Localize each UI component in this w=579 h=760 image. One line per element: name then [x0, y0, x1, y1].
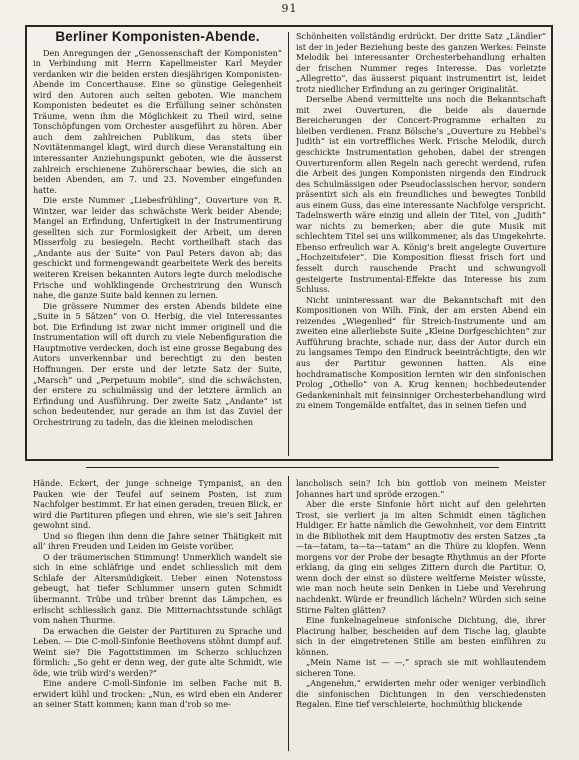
story-left-column — [33, 478, 282, 754]
page-number: 91 — [281, 2, 298, 15]
lower-top-rule — [86, 467, 499, 468]
story-paragraph: Da erwachen die Geister der Partituren zu Sprache und Leben. — Die C-moll-Sinfonie Beethovens stöhnt dumpf auf. Weint sie? Die Fagottstimmen im Scherzo schluchzen förmlich: „So geht er denn weg, der gute alte Schmidt, wie öde, wie trüb wird’s werden?“ — [33, 625, 282, 678]
article-right-column — [296, 31, 546, 458]
frame-top-rule — [25, 25, 553, 27]
story-right-column — [296, 478, 546, 754]
story-paragraph: Aber die erste Sinfonie hört nicht auf den gelehrten Trost, sie verliert ja im alten Schmidt einen täglichen Huldiger. Er hatte nämlich die Gewohnheit, vor dem Eintritt in die Bibliothek mit dem Hauptmotiv des ersten Satzes „ta—ta—tatam, ta—ta—tatam“ an die Thüre zu klopfen. Wenn morgens vor der Probe der besagte Rhythmus an der Pforte erklang, da ging ein seliges Zittern durch die Partitur. O, wenn doch der einst so düstere weltferne Meister wüsste, wie man noch heute sein Denken in Liebe und Verehrung nachdenkt. Würde er freundlich lächeln? Würden sich seine Stirne Falten glätten? — [296, 499, 546, 615]
lower-column-divider — [288, 476, 289, 751]
column-divider — [288, 32, 289, 456]
frame-left-rule — [25, 25, 27, 461]
story-paragraph: Eine andere C-moll-Sinfonie im selben Fache mit B. erwidert kühl und trocken: „Nun, es wird eben ein Anderer an seiner Statt kommen; kann man d’rob so me- — [33, 678, 282, 710]
story-paragraph: „Angenehm,“ erwiderten mehr oder weniger verbindlich die sinfonischen Dichtungen in den verschiedensten Regalen. Eine tief verschleierte, hochmüthig blickende — [296, 678, 546, 710]
article-paragraph: Nicht uninteressant war die Bekanntschaft mit den Kompositionen von Wilh. Fink, der am ersten Abend ein reizendes „Wiegenlied“ für Streich-Instrumente und am zweiten eine allerliebste Suite „Kleine Dorfgeschichten“ zur Aufführung brachte, schade nur, dass der Autor durch ein zu langsames Tempo den Eindruck beeinträchtigte, den wir aus der Partitur gewonnen hatten. Als eine hochdramatische Komposition lernten wir den sinfonischen Prolog „Othello“ von A. Krug kennen; hochbedeutender Gedankeninhalt mit feinsinniger Orchesterbehandlung wird zu einem Tongemälde entfaltet, das in seinen tiefen und — [296, 294, 546, 411]
article-title: Berliner Komponisten-Abende. — [55, 30, 260, 44]
story-paragraph: Und so fliegen ihm denn die Jahre seiner Thätigkeit mit all’ ihren Freuden und Leiden im Geiste vorüber. — [33, 530, 282, 552]
story-paragraph: Eine funkelnagelneue sinfonische Dichtung, die, ihrer Placirung halber, bescheiden auf dem Tische lag, glaubte sich in der eingetretenen Stille am besten einführen zu können. — [296, 615, 546, 657]
article-paragraph: Den Anregungen der „Genossenschaft der Komponisten“ in Verbindung mit Herrn Kapellmeister Karl Meyder verdanken wir die beiden ersten diesjährigen Komponisten-Abende im Concerthause. Eine so günstige Gelegenheit wird den Autoren auch selten geboten. Wie manchem Komponisten bedeutet es die Erfüllung seiner schönsten Träume, wenn ihm die Möglichkeit zu Theil wird, seine Tonschöpfungen vom Orchester ausgeführt zu hören. Aber auch dem zahlreichen Publikum, das stets über Novitätenmangel klagt, wird durch diese Veranstaltung ein interessanter Anziehungspunkt geboten, wie die äusserst zahlreich erschienene Zuhörerschaar bewies, die sich an beiden Abenden, am 7. und 23. November eingefunden hatte. — [33, 47, 282, 195]
article-paragraph: Die grössere Nummer des ersten Abends bildete eine „Suite in 5 Sätzen“ von O. Herbig, die viel Interessantes bot. Die Erfindung ist zwar nicht immer originell und die Instrumentation will oft durch zu viele Nebenfiguration die Hauptmotive verdecken, doch ist eine grosse Begabung des Autors unverkennbar und berechtigt zu den besten Hoffnungen. Der erste und der letzte Satz der Suite, „Marsch“ und „Perpetuum mobile“, sind die schwächsten, der erstere zu schulmässig und der letztere ärmlich an Erfindung und Ausführung. Der zweite Satz „Andante“ ist schon bedeutender, nur gerade an ihm ist das Zuviel der Orchestrirung zu tadeln, das die kleinen melodischen — [33, 300, 282, 427]
frame-right-rule — [551, 25, 553, 461]
article-paragraph: Derselbe Abend vermittelte uns noch die Bekanntschaft mit zwei Ouverturen, die beide als dauernde Bereicherungen der Concert-Programme erhalten zu bleiben verdienen. Franz Bölsche’s „Ouverture zu Hebbel’s Judith“ ist ein vortreffliches Werk. Frische Melodik, durch geschickte Instrumentation gehoben, dabei der strengen Ouverturenform allen Regeln nach gerecht werdend, rufen die Arbeit des jungen Komponisten nirgends den Eindruck des Schulmässigen oder Pseudoclassischen hervor, sondern präsentirt sich als ein freundliches und bewegtes Tonbild aus einem Guss, das eine interessante Nachfolge verspricht. Tadelnswerth wäre einzig und allein der Titel, von „Judith“ war nichts zu bemerken; aber die gute Musik mit schlechtem Titel sei uns willkommener, als das Umgekehrte. Ebenso erfreulich war A. König’s breit angelegte Ouverture „Hochzeitsfeier“. Die Komposition fliesst frisch fort und fesselt durch rauschende Pracht und schwungvoll gesteigerte Instrumental-Effekte das Interesse bis zum Schluss. — [296, 94, 546, 295]
article-left-column — [33, 30, 282, 458]
frame-bottom-rule — [25, 459, 553, 461]
story-paragraph: „Mein Name ist — —,“ sprach sie mit wohllautendem sicheren Tone. — [296, 657, 546, 678]
story-paragraph: Hände. Eckert, der junge schneige Tympanist, an den Pauken wie der Teufel auf seinem Posten, ist zum Nachfolger bestimmt. Er hat einen geraden, treuen Blick, er wird die Partituren pflegen und ehren, wie sie’s seit Jahren gewohnt sind. — [33, 478, 282, 531]
article-paragraph: Die erste Nummer „Liebesfrühling“, Ouverture von R. Wintzer, war leider das schwächste Werk beider Abende; Mangel an Erfindung, Unfertigkeit in der Instrumentirung gesellten sich zur Formlosigkeit der Arbeit, um deren Misserfolg zu besiegeln. Recht vortheilhaft stach das „Andante aus der Suite“ von Paul Peters davon ab; das geschickt und formengewandt gearbeitete Werk des bereits weiteren Kreisen bekannten Autors legte durch melodische Frische und wohlklingende Orchestrirung den Wunsch nahe, die ganze Suite bald kennen zu lernen. — [33, 195, 282, 301]
story-paragraph: O der träumerischen Stimmung! Unmerklich wandelt sie sich in eine schläfrige und endet schliesslich mit dem Schlafe der Altersmüdigkeit. Ueber einen Notenstoss gebeugt, hat tiefer Schlummer unsern guten Schmidt übermannt. Trübe und trüber brennt das Lämpchen, es erlischt schliesslich ganz. Die Mitternachtsstunde schlägt vom nahen Thurme. — [33, 551, 282, 626]
story-paragraph: lancholisch sein? Ich bin gottlob von meinem Meister Johannes hart und spröde erzogen.“ — [296, 478, 546, 499]
article-paragraph: Schönheiten vollständig erdrückt. Der dritte Satz „Ländler“ ist der in jeder Beziehung beste des ganzen Werkes: Feinste Melodik bei interessanter Orchesterbehandlung erhalten der frischen Nummer reges Interesse. Das vorletzte „Allegretto“, das äusserst piquant instrumentirt ist, leidet trotz niedlicher Erfindung an zu geringer Originalität. — [296, 31, 546, 94]
